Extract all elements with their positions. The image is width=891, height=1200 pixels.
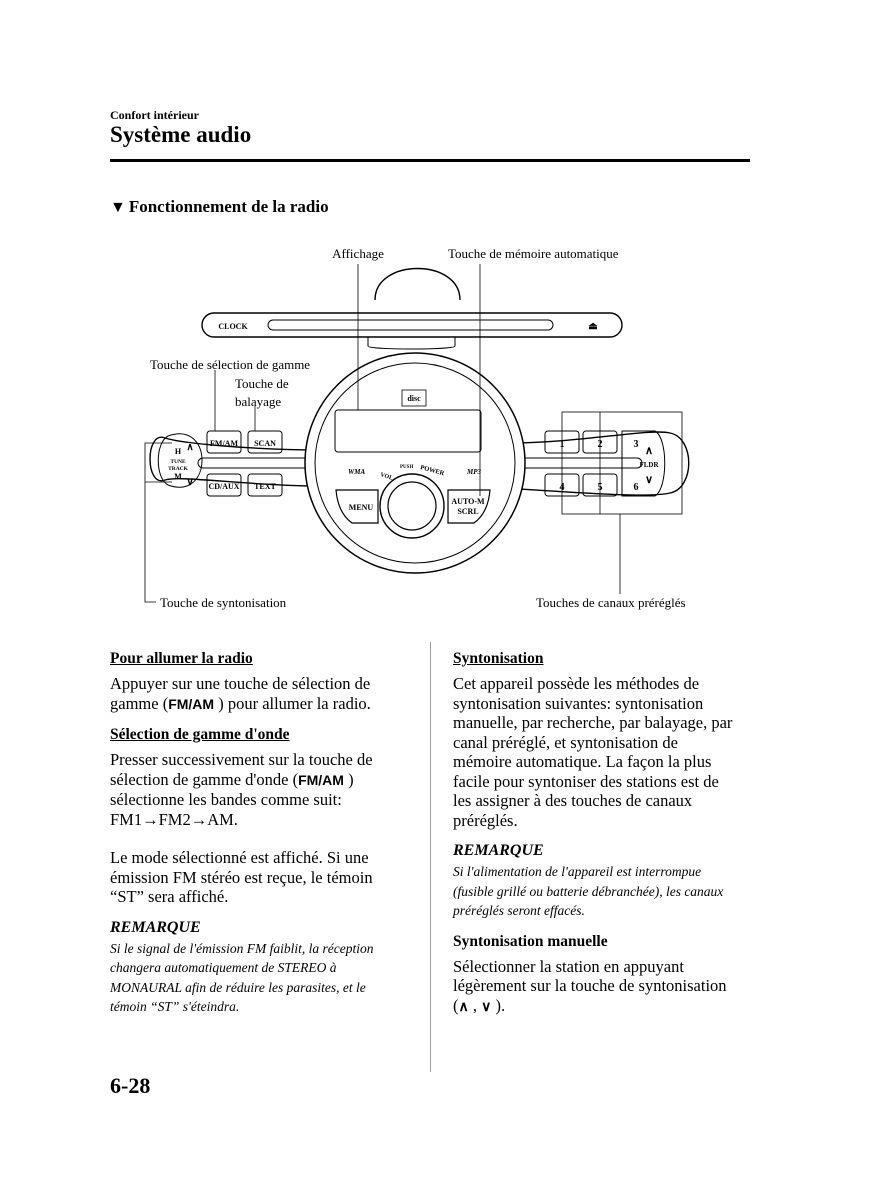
clock-button[interactable]: CLOCK — [218, 322, 248, 331]
page-title: Système audio — [110, 122, 252, 147]
scrl-label: SCRL — [457, 507, 479, 516]
up-arrow-icon: ∧ — [458, 997, 469, 1014]
text-button[interactable]: TEXT — [254, 482, 276, 491]
column-divider — [430, 642, 431, 1072]
fm-am-inline-label: FM/AM — [298, 771, 344, 788]
callout-display: Affichage — [332, 246, 384, 261]
power-label: POWER — [419, 464, 446, 478]
tune-m-label: M — [174, 472, 182, 481]
preset-5-button[interactable]: 5 — [597, 482, 603, 493]
note-text: Si le signal de l'émission FM faiblit, la réception changera automatiquement de STEREO à MONAURAL afin de réduire les parasites, et le témoin “ST” s'éteindra. — [110, 940, 374, 1014]
manual-tuning-heading: Syntonisation manuelle — [453, 932, 608, 950]
folder-down-button[interactable]: ∨ — [644, 474, 654, 486]
mp3-label: MP3 — [467, 468, 481, 476]
callout-scan-line2: balayage — [235, 394, 282, 409]
page-number: 6-28 — [110, 1073, 151, 1098]
title-rule — [110, 159, 750, 162]
preset-6-button[interactable]: 6 — [633, 482, 639, 493]
down-arrow-icon: ∨ — [481, 997, 492, 1014]
note-heading: REMARQUE — [453, 842, 544, 859]
callout-auto-memory: Touche de mémoire automatique — [448, 246, 619, 261]
tune-down-button[interactable]: ∨ — [186, 477, 194, 488]
section-heading-text: Fonctionnement de la radio — [128, 197, 329, 216]
track-label: TRACK — [168, 466, 188, 472]
band-select-text-2: Le mode sélectionné est affiché. Si une émission FM stéréo est reçue, le témoin “ST” sera affiché. — [110, 848, 373, 906]
folder-up-button[interactable]: ∧ — [644, 445, 654, 457]
callout-band-select: Touche de sélection de gamme — [150, 357, 311, 372]
band-select-heading: Sélection de gamme d'onde — [110, 726, 290, 743]
callout-tuning: Touche de syntonisation — [160, 595, 287, 610]
scan-button[interactable]: SCAN — [254, 439, 276, 448]
radio-panel-diagram — [140, 238, 740, 628]
vol-label: VOL — [379, 472, 394, 482]
callout-scan-line1: Touche de — [235, 376, 289, 391]
wma-label: WMA — [348, 468, 366, 476]
eject-button[interactable]: ⏏ — [588, 321, 598, 332]
tune-h-label: H — [174, 447, 182, 456]
tune-label: TUNE — [170, 459, 186, 465]
tuning-text: Cet appareil possède les méthodes de syntonisation suivantes: syntonisation manuelle, par recherche, par balayage, par canal préréglé, et syntonisation de mémoire automatique. La façon la plus facile pour syntoniser des stations est de les assigner à des touches de canaux préréglés. — [453, 674, 733, 830]
section-heading — [110, 197, 329, 217]
auto-m-button[interactable]: AUTO-M — [451, 497, 485, 506]
push-label: PUSH — [400, 465, 414, 470]
manual-tuning-text: Sélectionner la station en appuyant légèrement sur la touche de syntonisation (∧ , ∨ ). — [453, 956, 727, 1015]
preset-2-button[interactable]: 2 — [597, 439, 603, 450]
turn-on-radio-heading: Pour allumer la radio — [110, 650, 253, 667]
tuning-heading: Syntonisation — [453, 650, 544, 667]
left-column — [110, 650, 390, 1029]
disc-logo: disc — [407, 394, 421, 403]
band-select-text: Presser successivement sur la touche de sélection de gamme d'onde (FM/AM ) sélectionne les bandes comme suit: FM1→FM2→AM. — [110, 750, 373, 829]
triangle-marker-icon: ▼ — [110, 199, 126, 216]
tune-up-button[interactable]: ∧ — [186, 442, 194, 453]
preset-1-button[interactable]: 1 — [559, 439, 565, 450]
cd-aux-button[interactable]: CD/AUX — [208, 482, 240, 491]
fm-am-button[interactable]: FM/AM — [210, 439, 238, 448]
section-label: Confort intérieur — [110, 108, 199, 122]
preset-3-button[interactable]: 3 — [633, 439, 639, 450]
note-heading: REMARQUE — [110, 918, 201, 936]
fldr-label: FLDR — [639, 461, 659, 469]
fm-am-inline-label: FM/AM — [168, 695, 215, 712]
menu-button[interactable]: MENU — [348, 503, 374, 512]
callout-presets: Touches de canaux préréglés — [536, 595, 686, 610]
note-text: Si l'alimentation de l'appareil est interrompue (fusible grillé ou batterie débranchée), les canaux préréglés seront effacés. — [453, 864, 724, 918]
right-column — [453, 650, 733, 1028]
preset-4-button[interactable]: 4 — [559, 482, 565, 493]
turn-on-radio-text: Appuyer sur une touche de sélection de gamme (FM/AM ) pour allumer la radio. — [110, 674, 371, 713]
